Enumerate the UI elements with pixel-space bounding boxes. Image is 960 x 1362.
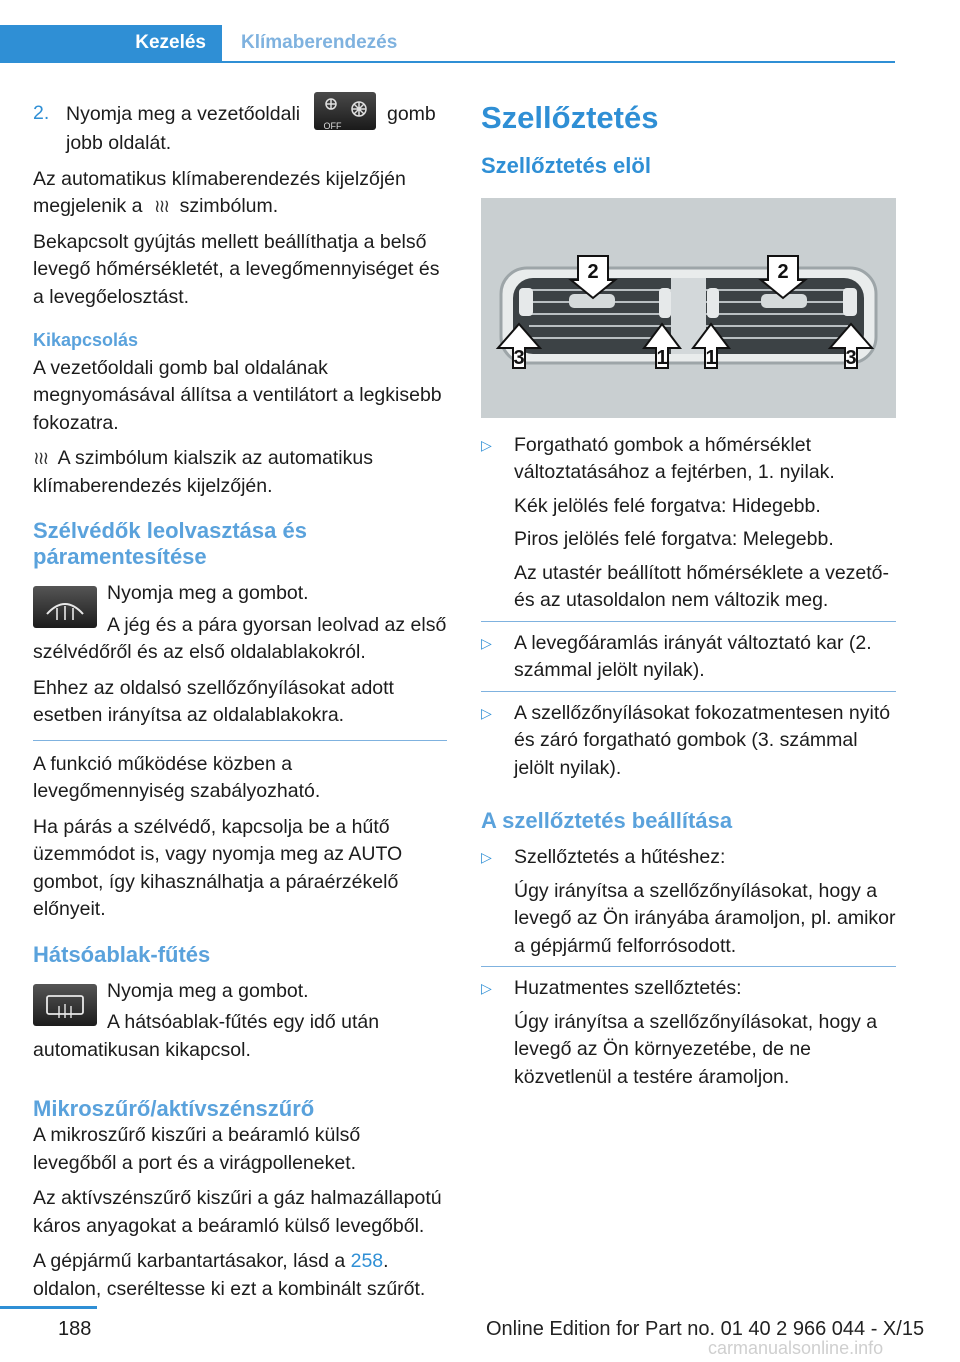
settings-list (481, 844, 896, 1091)
left-column: 2. Nyomja meg a vezetőoldali OFF gomb jobb oldalát. Az automatikus klímaberendezés kijelzőjén megjelenik a ≀≀≀ szimbólum. Bekapcsolt gyújtás mellett beállíthatja a belső levegő hőmérsékletét, a levegőmennyiséget és a levegőelosztást. Kikapcsolás A vezetőoldali gomb bal oldalának megnyomásával állítsa a ventilátort a legkisebb fokozatra. ≀≀≀ A szimbólum kialszik az automatikus klímaberendezés kijelzőjén. Szélvédők leolvasztása és páramentesítése Nyomja meg a gombot. A jég és a pára gyorsan leolvad az első szélvédőről és az első oldalablakokról. Ehhez az oldalsó szellőzőnyílásokat adott esetben irányítsa az oldalablakokra. A funkció működése közben a levegőmennyiség szabályozható. Ha párás a szélvédő, kapcsolja be a hűtő üzemmódot is, vagy nyomja meg az AUTO gombot, így kihasználhatja a páraérzékelő előnyeit. Hátsóablak-fűtés Nyomja meg a gombot. A hátsóablak-fűtés egy idő után automatikusan kikapcsol. Mikroszűrő/aktívszénszűrő A mikroszűrő kiszűri a beáramló külső levegőből a port és a virágpolleneket. Az aktívszénszűrő kiszűri a gáz halmazállapotú káros anyagokat a beáramló külső levegőből. A gépjármű karbantartásakor, lásd a 258. oldalon, cseréltesse ki ezt a kombinált szűrőt. (33, 100, 447, 1311)
rear-block: Nyomja meg a gombot. A hátsóablak-fűtés egy idő után automatikusan kikapcsol. (33, 979, 380, 1061)
paragraph-symbol: Az automatikus klímaberendezés kijelzőjén megjelenik a ≀≀≀ szimbólum. (33, 167, 406, 217)
footer-rule (0, 1306, 97, 1309)
paragraph-kikapcsolas: A vezetőoldali gomb bal oldalának megnyomásával állítsa a ventilátort a legkisebb fokozatra. (33, 356, 442, 434)
airflow-symbol-icon: ≀≀≀ (33, 448, 48, 468)
vent-figure (481, 198, 896, 418)
vent-items-list (481, 432, 896, 783)
list-item: ▷ Szellőztetés a hűtéshez: Úgy irányítsa a szellőzőnyílásokat, hogy a levegő az Ön irányába áramoljon, pl. amikor a gépjármű felforrósodott. (481, 844, 896, 960)
paragraph-kikapcs-symbol: ≀≀≀ A szimbólum kialszik az automatikus klímaberendezés kijelzőjén. (33, 447, 373, 497)
triangle-bullet-icon: ▷ (481, 980, 492, 996)
triangle-bullet-icon: ▷ (481, 634, 492, 651)
figure-label-1a: 1 (656, 346, 668, 369)
heading-settings: A szellőztetés beállítása (481, 808, 733, 833)
figure-label-2b: 2 (777, 260, 789, 283)
heading-rear-window: Hátsóablak-fűtés (33, 941, 211, 967)
tab-klimaberendezes[interactable]: Klímaberendezés (241, 32, 398, 53)
fan-button-icon (314, 92, 376, 130)
page-number: 188 (58, 1318, 92, 1340)
heading-kikapcsolas: Kikapcsolás (33, 330, 139, 350)
triangle-bullet-icon: ▷ (481, 436, 492, 453)
figure-label-2a: 2 (587, 260, 599, 283)
edition-text: Online Edition for Part no. 01 40 2 966 044 - X/15 (486, 1318, 925, 1340)
section-subtitle: Szellőztetés elöl (481, 153, 651, 178)
step-2 (33, 100, 447, 158)
step-number: 2. (33, 102, 50, 124)
list-item: ▷ A levegőáramlás irányát változtató kar (2. számmal jelölt nyilak). (481, 630, 896, 685)
divider (481, 966, 896, 967)
off-label: OFF (323, 121, 342, 131)
tab-kezeles[interactable]: Kezelés (0, 25, 222, 61)
right-column (481, 100, 896, 1097)
figure-label-3a: 3 (513, 346, 525, 369)
section-title: Szellőztetés (481, 100, 659, 135)
page-link-258[interactable]: 258 (350, 1250, 384, 1272)
step-2-text-post: gomb jobb oldalát. (66, 103, 436, 154)
figure-label-3b: 3 (845, 346, 857, 369)
windshield-defrost-icon (33, 586, 97, 628)
list-item: ▷ Huzatmentes szellőztetés: Úgy irányítsa a szellőzőnyílásokat, hogy a levegő az Ön környezetébe, de ne közvetlenül a testére áramoljon. (481, 975, 896, 1091)
paragraph-settings: Bekapcsolt gyújtás mellett beállíthatja a belső levegő hőmérsékletét, a levegőmennyiséget és a levegőelosztást. (33, 230, 440, 308)
airflow-symbol-icon: ≀≀≀ (153, 196, 169, 216)
divider (481, 691, 896, 692)
divider (481, 621, 896, 622)
list-item: ▷ Forgatható gombok a hőmérséklet változtatásához a fejtérben, 1. nyilak. Kék jelölés felé forgatva: Hidegebb. Piros jelölés felé forgatva: Melegebb. Az utastér beállított hőmérséklete a vezető- és az utasoldalon nem változik meg. (481, 432, 896, 615)
list-item: ▷ A szellőzőnyílásokat fokozatmentesen nyitó és záró forgatható gombok (3. számmal jelölt nyilak). (481, 700, 896, 783)
triangle-bullet-icon: ▷ (481, 849, 492, 865)
defrost-block: Nyomja meg a gombot. A jég és a pára gyorsan leolvad az első szélvédőről és az első oldalablakokról. (33, 582, 447, 663)
rear-window-heater-icon (33, 984, 97, 1026)
triangle-bullet-icon: ▷ (481, 704, 492, 721)
figure-label-1b: 1 (705, 346, 717, 369)
step-2-text-pre: Nyomja meg a vezetőoldali (66, 103, 301, 126)
watermark: carmanualsonline.info (708, 1338, 884, 1358)
header-rule (0, 61, 895, 63)
heading-filter: Mikroszűrő/aktívszénszűrő (33, 1096, 315, 1121)
divider (33, 740, 447, 741)
page-header (0, 0, 895, 64)
heading-defrost: Szélvédők leolvasztása és páramentesítése (33, 518, 307, 569)
